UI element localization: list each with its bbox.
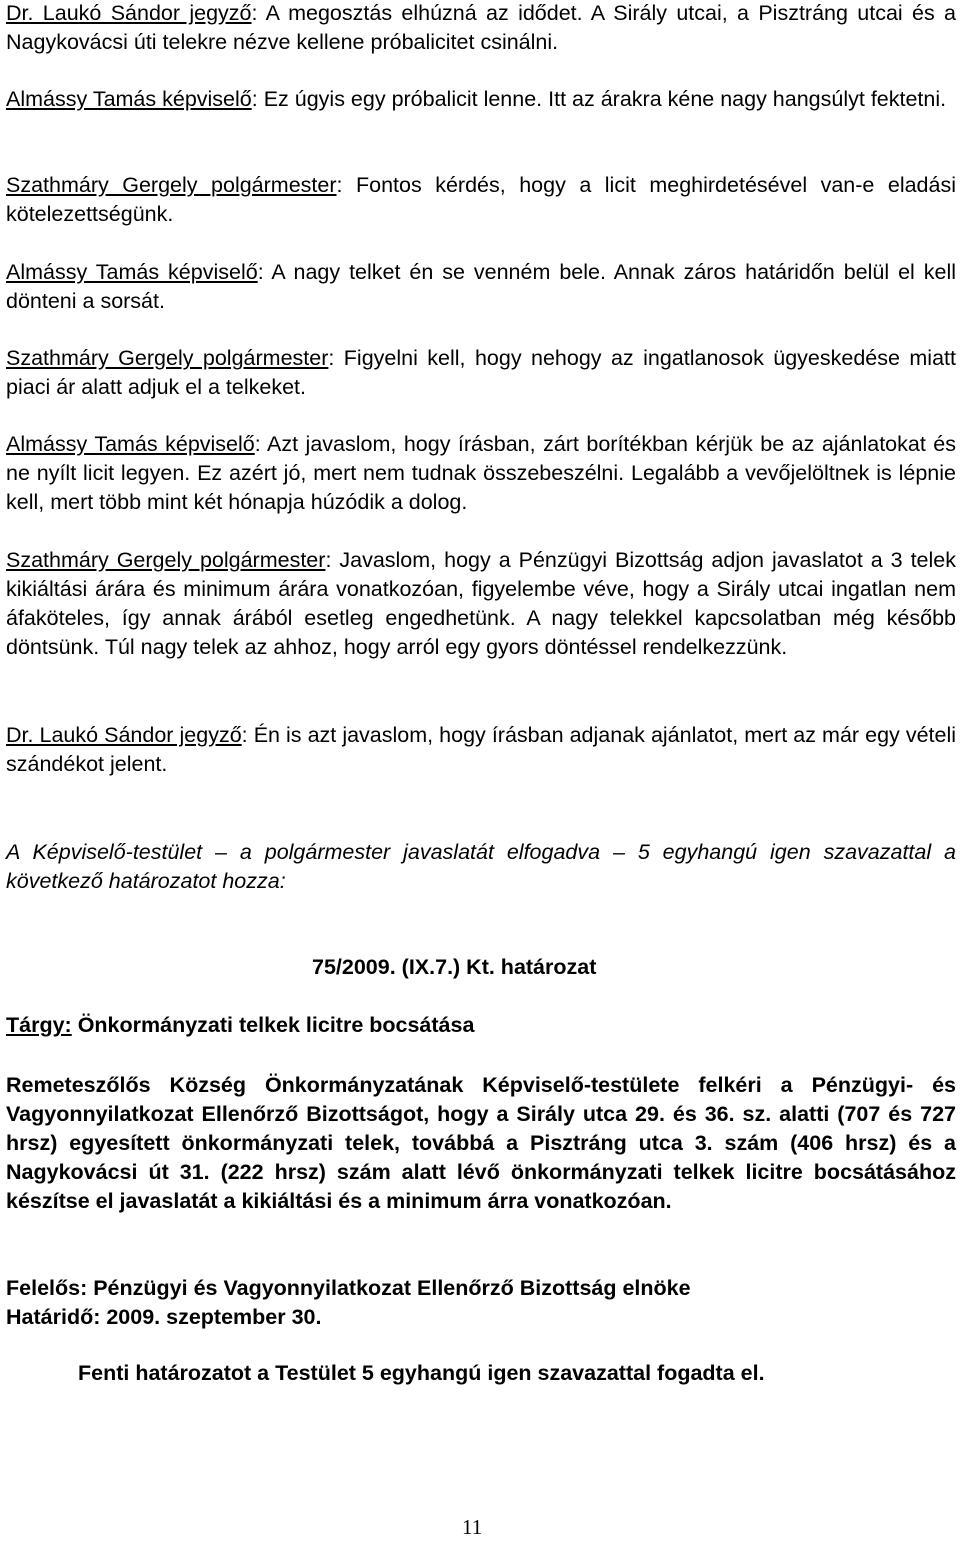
speech-text: : Javaslom, hogy a Pénzügyi Bizottság adjon javaslatot a 3 telek kikiáltási árára és minimum árára vonatkozóan, figyelembe véve, hogy a Sirály utcai ingatlan nem áfaköteles, így annak árából esetleg engedhetünk. A nagy telekkel kapcsolatban még később döntsünk. Túl nagy telek az ahhoz, hogy arról egy gyors döntéssel rendelkezzünk.: [6, 548, 956, 659]
speech-text: : Figyelni kell, hogy nehogy az ingatlanosok ügyeskedése miatt piaci ár alatt adjuk el a telkeket.: [6, 346, 956, 399]
minutes-paragraph: [6, 721, 956, 779]
deadline-line: Határidő: 2009. szeptember 30.: [6, 1305, 322, 1329]
resolution-title: 75/2009. (IX.7.) Kt. határozat: [312, 955, 597, 979]
speaker-name: Dr. Laukó Sándor jegyző: [6, 723, 242, 747]
minutes-paragraph: [6, 85, 956, 114]
subject-text: Önkormányzati telkek licitre bocsátása: [71, 1013, 475, 1037]
resolution-meta: [6, 1274, 691, 1332]
speech-text: : Azt javaslom, hogy írásban, zárt borítékban kérjük be az ajánlatokat és ne nyílt licit legyen. Ez azért jó, mert nem tudnak összebeszélni. Legalább a vevőjelöltnek is lépnie kell, mert több mint két hónapja húzódik a dolog.: [6, 432, 956, 514]
speech-text: : Ez úgyis egy próbalicit lenne. Itt az árakra kéne nagy hangsúlyt fektetni.: [251, 87, 947, 111]
speech-text: : Fontos kérdés, hogy a licit meghirdetésével van-e eladási kötelezettségünk.: [6, 173, 956, 226]
resolution-subject: [6, 1013, 474, 1038]
responsible-line: Felelős: Pénzügyi és Vagyonnyilatkozat Ellenőrző Bizottság elnöke: [6, 1276, 691, 1300]
minutes-paragraph: [6, 171, 956, 229]
speech-text: : A nagy telket én se venném bele. Annak záros határidőn belül el kell dönteni a sorsát.: [6, 260, 957, 313]
speaker-name: Almássy Tamás képviselő: [6, 260, 258, 284]
speaker-name: Szathmáry Gergely polgármester: [6, 346, 329, 370]
speaker-name: Szathmáry Gergely polgármester: [6, 173, 337, 197]
vote-statement: A Képviselő-testület – a polgármester javaslatát elfogadva – 5 egyhangú igen szavazattal a következő határozatot hozza:: [6, 840, 956, 893]
speaker-name: Almássy Tamás képviselő: [6, 87, 252, 111]
minutes-paragraph: [6, 546, 956, 662]
minutes-paragraph: [6, 430, 956, 517]
speaker-name: Almássy Tamás képviselő: [6, 432, 255, 456]
minutes-paragraph: [6, 0, 956, 57]
final-vote-line: Fenti határozatot a Testület 5 egyhangú igen szavazattal fogadta el.: [78, 1361, 765, 1385]
resolution-body: Remeteszőlős Község Önkormányzatának Képviselő-testülete felkéri a Pénzügyi- és Vagyonnyilatkozat Ellenőrző Bizottságot, hogy a Sirály utca 29. és 36. sz. alatti (707 és 727 hrsz) egyesített önkormányzati telek, továbbá a Pisztráng utca 3. szám (406 hrsz) és a Nagykovácsi út 31. (222 hrsz) szám alatt lévő önkormányzati telkek licitre bocsátásához készítse el javaslatát a kikiáltási és a minimum árra vonatkozóan.: [6, 1073, 956, 1213]
speech-text: : Én is azt javaslom, hogy írásban adjanak ajánlatot, mert az már egy vételi szándékot jelent.: [6, 723, 957, 776]
speech-text: : A megosztás elhúzná az idődet. A Sirály utcai, a Pisztráng utcai és a Nagykovácsi úti telekre nézve kellene próbalicitet csinálni.: [6, 1, 957, 54]
page-number: 11: [462, 1515, 483, 1539]
minutes-paragraph: [6, 344, 956, 402]
speaker-name: Dr. Laukó Sándor jegyző: [6, 1, 252, 25]
speaker-name: Szathmáry Gergely polgármester: [6, 548, 326, 572]
subject-label: Tárgy:: [6, 1013, 72, 1037]
minutes-paragraph: [6, 258, 956, 316]
